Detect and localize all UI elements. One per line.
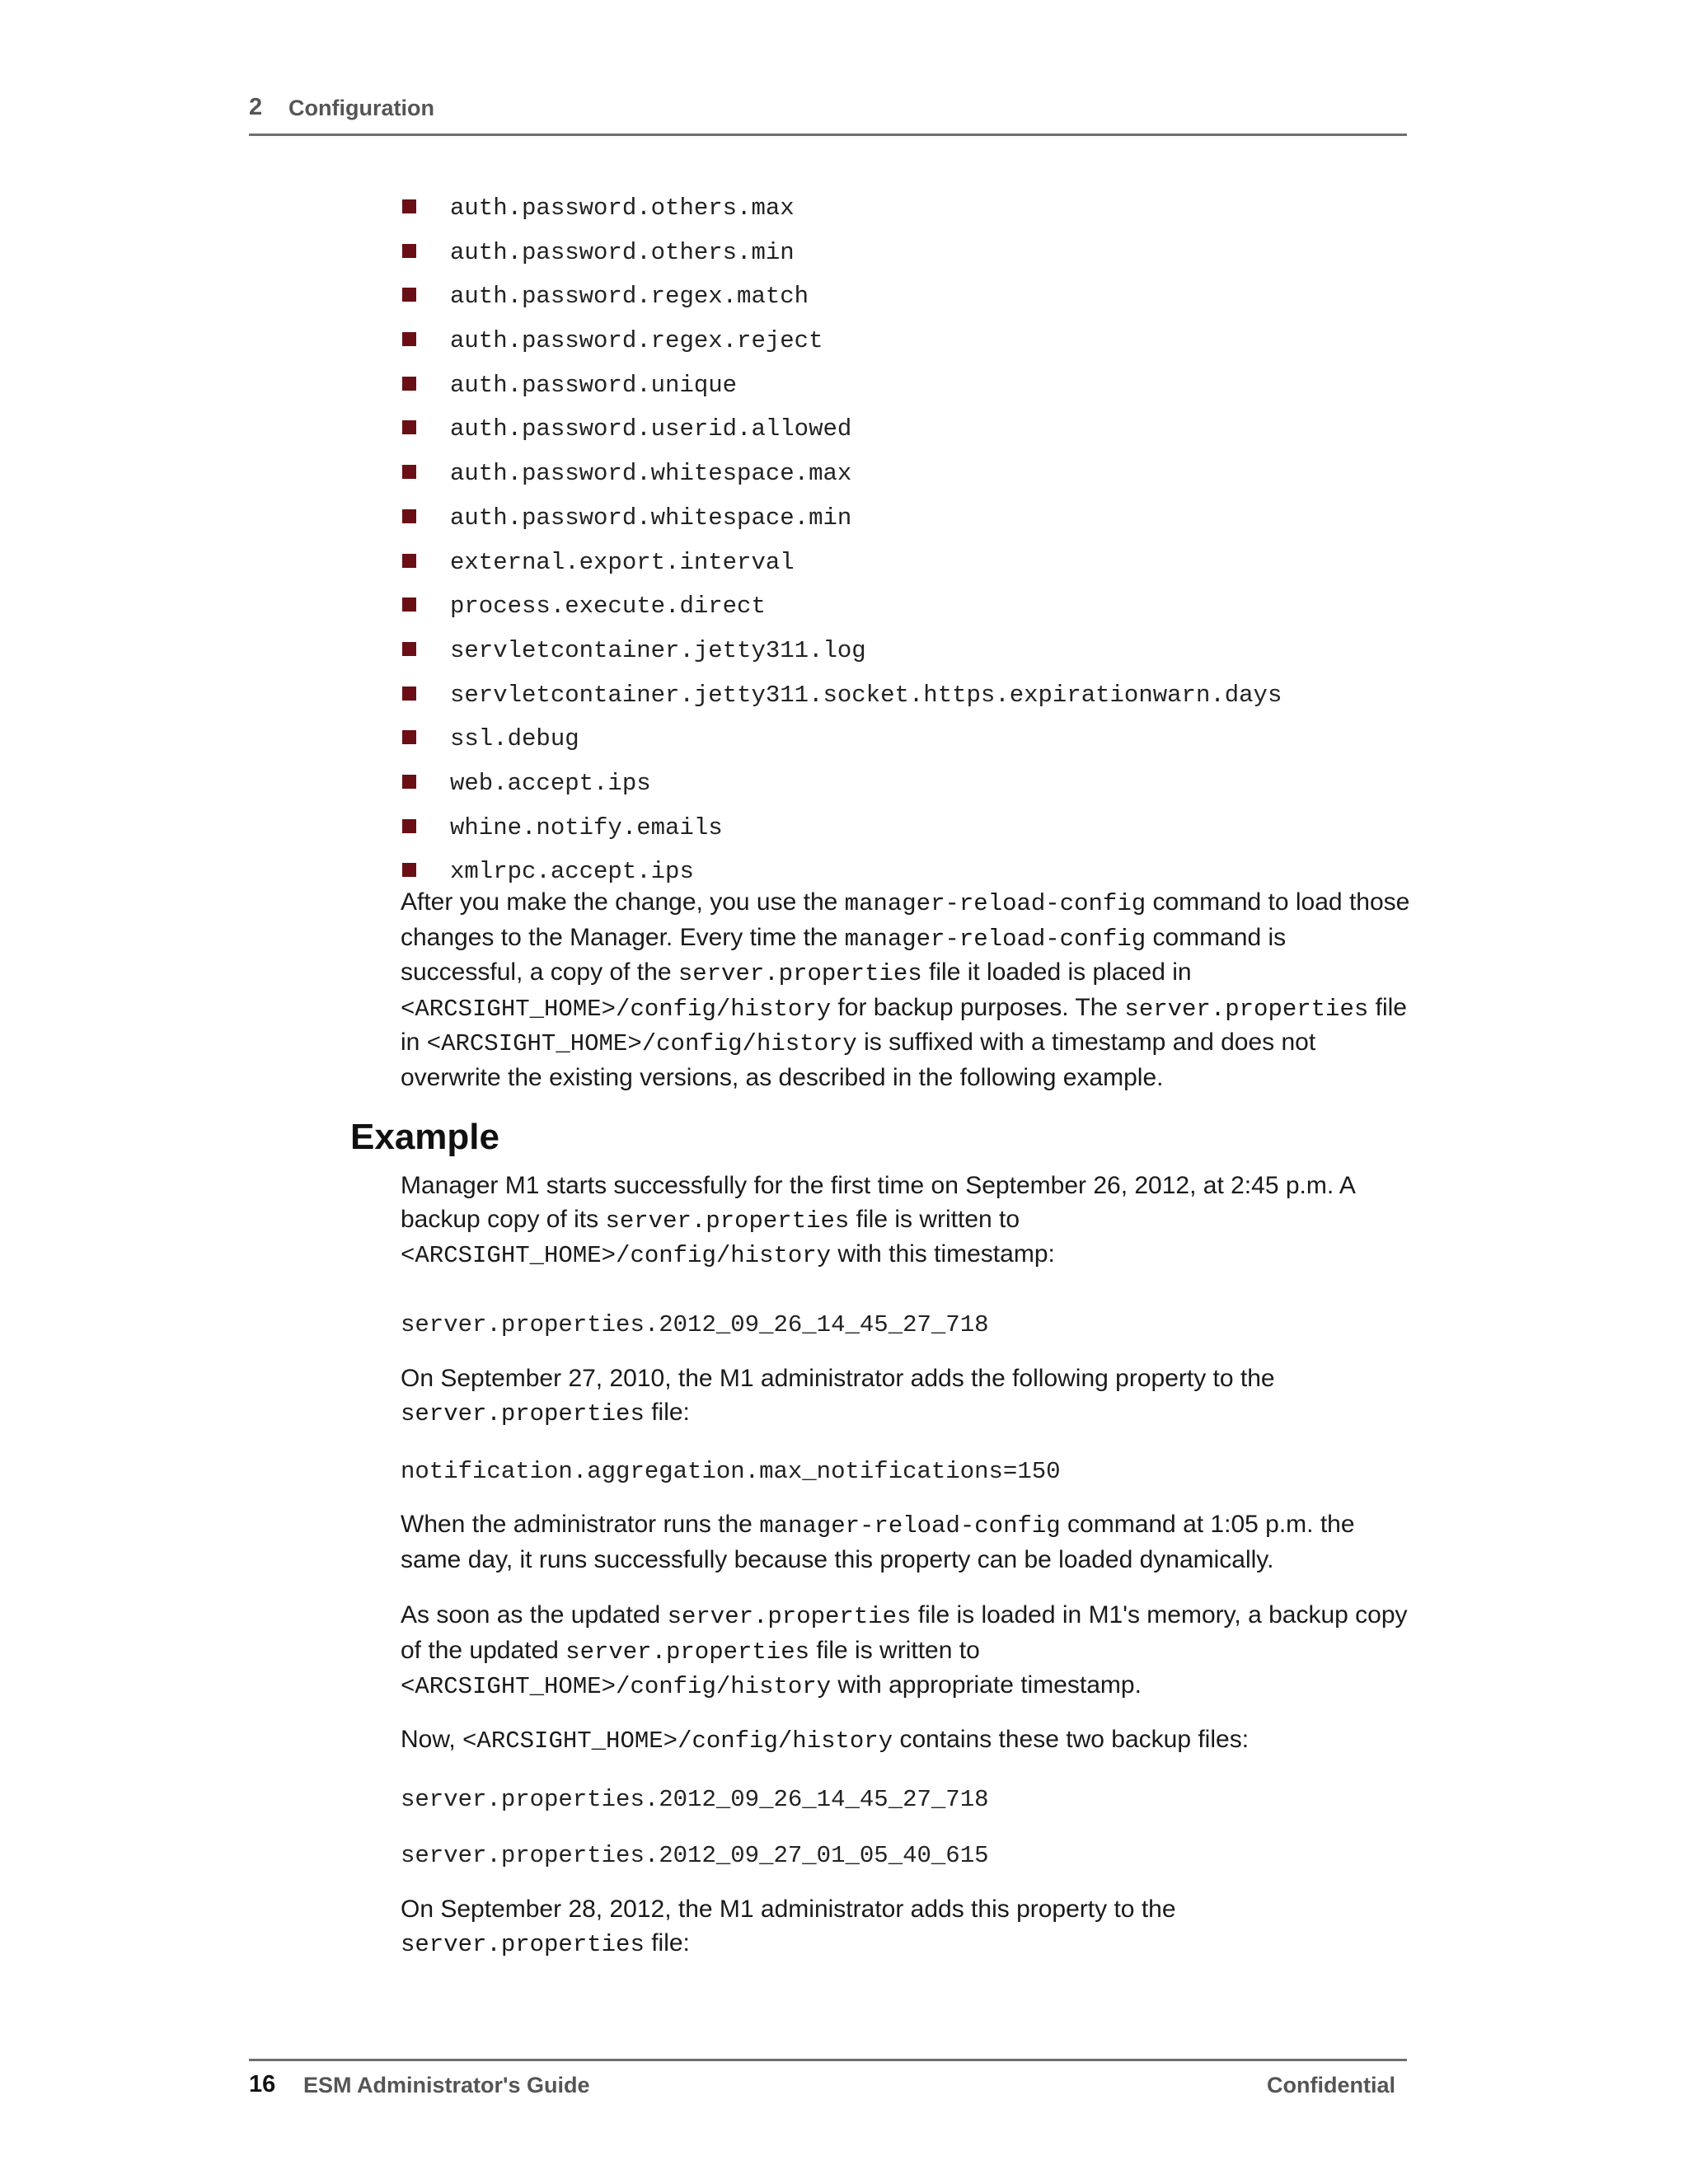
list-item: process.execute.direct (402, 584, 1282, 629)
list-item: whine.notify.emails (402, 806, 1282, 851)
chapter-number: 2 (249, 94, 263, 120)
list-item: auth.password.others.min (402, 231, 1282, 275)
square-bullet-icon (402, 819, 416, 833)
square-bullet-icon (402, 509, 416, 523)
example-paragraph-sept-28: On September 28, 2012, the M1 administrator adds this property to the server.properties file: (401, 1896, 1176, 1958)
list-item: external.export.interval (402, 541, 1282, 585)
example-paragraph-reload: When the administrator runs the manager-reload-config command at 1:05 p.m. the same day, it runs successfully because this property can be loaded dynamically. (401, 1511, 1355, 1573)
list-item: auth.password.userid.allowed (402, 407, 1282, 452)
square-bullet-icon (402, 465, 416, 479)
reload-config-paragraph: After you make the change, you use the manager-reload-config command to load those changes to the Manager. Every time the manager-reload-config command is successful, a copy of the server.properties file it loaded is placed in <ARCSIGHT_HOME>/config/history for backup purposes. The server.properties file in <ARCSIGHT_HOME>/config/history is suffixed with a timestamp and does not overwrite the existing versions, as described in the following example. (401, 888, 1410, 1091)
example-heading: Example (350, 1117, 499, 1157)
code-line-backup-1b: server.properties.2012_09_26_14_45_27_718 (401, 1786, 989, 1813)
list-item: web.accept.ips (402, 762, 1282, 806)
list-item: auth.password.whitespace.max (402, 452, 1282, 496)
example-paragraph-backup-copy: As soon as the updated server.properties file is loaded in M1's memory, a backup copy of the updated server.properties file is written to <ARCSIGHT_HOME>/config/history with appropriate timestamp. (401, 1601, 1408, 1700)
square-bullet-icon (402, 775, 416, 789)
square-bullet-icon (402, 377, 416, 391)
example-paragraph-add-property: On September 27, 2010, the M1 administrator adds the following property to the server.properties file: (401, 1365, 1275, 1427)
square-bullet-icon (402, 863, 416, 877)
page-number: 16 (249, 2071, 276, 2097)
square-bullet-icon (402, 730, 416, 744)
code-line-backup-2: server.properties.2012_09_27_01_05_40_615 (401, 1842, 989, 1869)
square-bullet-icon (402, 420, 416, 434)
list-item: auth.password.others.max (402, 186, 1282, 231)
list-item: auth.password.whitespace.min (402, 496, 1282, 541)
list-item: auth.password.regex.match (402, 274, 1282, 319)
document-title: ESM Administrator's Guide (303, 2073, 590, 2097)
example-paragraph-start: Manager M1 starts successfully for the first time on September 26, 2012, at 2:45 p.m. A backup copy of its server.properties file is written to <ARCSIGHT_HOME>/config/history with this timestamp: (401, 1172, 1355, 1269)
list-item: auth.password.unique (402, 363, 1282, 408)
list-item: ssl.debug (402, 717, 1282, 762)
square-bullet-icon (402, 288, 416, 302)
page-header (249, 92, 1407, 136)
square-bullet-icon (402, 244, 416, 258)
property-list (402, 186, 1282, 894)
square-bullet-icon (402, 199, 416, 213)
page-footer (249, 2059, 1407, 2102)
square-bullet-icon (402, 554, 416, 568)
example-paragraph-two-backups: Now, <ARCSIGHT_HOME>/config/history contains these two backup files: (401, 1726, 1250, 1755)
square-bullet-icon (402, 642, 416, 656)
list-item: auth.password.regex.reject (402, 319, 1282, 363)
code-line-backup-1: server.properties.2012_09_26_14_45_27_718 (401, 1311, 989, 1338)
code-line-property: notification.aggregation.max_notifications=150 (401, 1458, 1061, 1485)
list-item: servletcontainer.jetty311.socket.https.expirationwarn.days (402, 673, 1282, 718)
confidential-label: Confidential (1267, 2073, 1395, 2097)
square-bullet-icon (402, 598, 416, 612)
list-item: servletcontainer.jetty311.log (402, 629, 1282, 673)
square-bullet-icon (402, 687, 416, 701)
list-item: xmlrpc.accept.ips (402, 850, 1282, 894)
chapter-title: Configuration (288, 96, 434, 120)
square-bullet-icon (402, 332, 416, 346)
